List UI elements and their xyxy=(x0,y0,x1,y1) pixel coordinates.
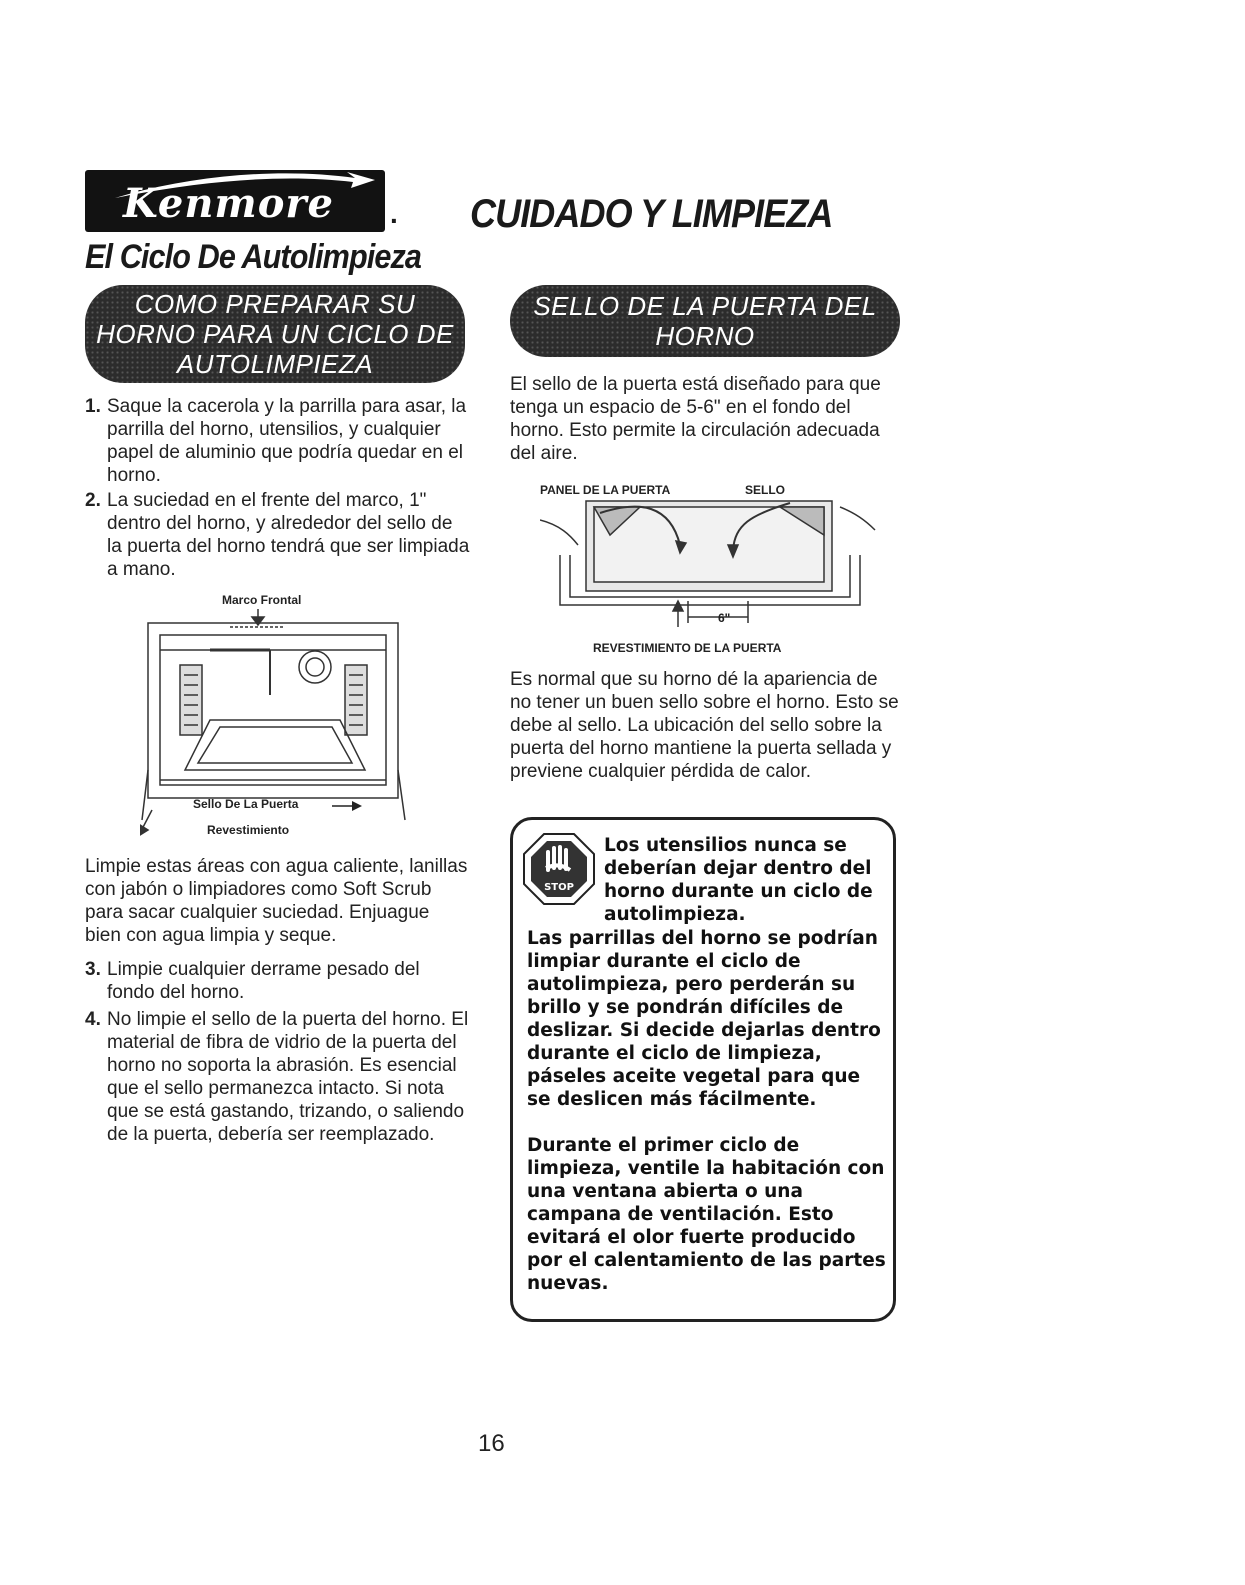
seal-intro-paragraph: El sello de la puerta está diseñado para que tenga un espacio de 5-6" en el fondo del horno. Esto permite la circulación adecuada del aire. xyxy=(510,374,881,464)
warning-lead: Los utensilios nunca se deberían dejar dentro del horno durante un ciclo de autolimpieza. xyxy=(604,835,873,925)
list-item xyxy=(85,395,470,487)
list-item xyxy=(85,958,470,1004)
seal-header-line: HORNO xyxy=(655,321,755,351)
list-number: 2. xyxy=(85,490,101,511)
arrow-icon xyxy=(332,800,362,812)
door-seal-diagram xyxy=(540,495,880,630)
figure-label-front-frame: Marco Frontal xyxy=(222,593,302,607)
prep-steps-list xyxy=(85,395,470,581)
figure-label-dimension: 6" xyxy=(718,611,731,625)
stop-label: STOP xyxy=(544,882,574,893)
list-text: Limpie cualquier derrame pesado del fondo del horno. xyxy=(107,959,420,1003)
warning-paragraph-racks: Las parrillas del horno se podrían limpiar durante el ciclo de autolimpieza, pero perderán su brillo y se pondrán difíciles de deslizar. Si decide dejarlas dentro durante el ciclo de limpieza, páseles aceite vegetal para que se deslicen más fácilmente. xyxy=(527,928,881,1110)
figure-label-seal: SELLO xyxy=(745,483,786,497)
list-number: 3. xyxy=(85,959,101,980)
list-text: Saque la cacerola y la parrilla para asar, la parrilla del horno, utensilios, y cualquier papel de aluminio que podría quedar en el horno. xyxy=(107,396,467,486)
figure-label-door-seal: Sello De La Puerta xyxy=(193,797,299,811)
list-number: 1. xyxy=(85,396,101,417)
cleaning-paragraph: Limpie estas áreas con agua caliente, lanillas con jabón o limpiadores como Soft Scrub para sacar cualquier suciedad. Enjuague bien con agua limpia y seque. xyxy=(85,856,468,946)
prep-header-line: HORNO PARA UN CICLO DE xyxy=(96,319,454,349)
list-item xyxy=(85,1008,470,1146)
list-number: 4. xyxy=(85,1009,101,1030)
prep-steps-list-continued xyxy=(85,958,470,1146)
stop-hand-icon xyxy=(522,832,596,906)
seal-header-line: SELLO DE LA PUERTA DEL xyxy=(533,291,877,321)
page-title: CUIDADO Y LIMPIEZA xyxy=(470,192,833,236)
logo-text: Kenmore xyxy=(123,180,334,227)
warning-paragraph-ventilation: Durante el primer ciclo de limpieza, ventile la habitación con una ventana abierta o una campana de ventilación. Esto evitará el olor fuerte producido por el calentamiento de las partes nuevas. xyxy=(527,1135,886,1294)
prep-header-line: AUTOLIMPIEZA xyxy=(176,349,374,379)
prep-section-header xyxy=(85,285,465,383)
door-seal-section-header xyxy=(510,285,900,357)
list-text: La suciedad en el frente del marco, 1" dentro del horno, y alrededor del sello de la puerta del horno tendrá que ser limpiada a mano. xyxy=(107,490,470,580)
figure-label-door-panel: PANEL DE LA PUERTA xyxy=(540,483,671,497)
figure-label-liner: Revestimiento xyxy=(207,823,290,837)
section-subtitle: El Ciclo De Autolimpieza xyxy=(85,238,422,276)
figure-label-door-liner: REVESTIMIENTO DE LA PUERTA xyxy=(593,641,782,655)
page-number: 16 xyxy=(478,1430,505,1457)
logo-dot: . xyxy=(390,198,398,229)
seal-paragraph: Es normal que su horno dé la apariencia de no tener un buen sello sobre el horno. Esto se debe al sello. La ubicación del sello sobre la puerta del horno mantiene la puerta sellada y previene cualquier pérdida de calor. xyxy=(510,669,899,782)
list-item xyxy=(85,489,470,581)
list-text: No limpie el sello de la puerta del horno. El material de fibra de vidrio de la puerta del horno no soporta la abrasión. Es esencial que el sello permanezca intacto. Si nota que se está gastando, trizando, o saliendo de la puerta, debería ser reemplazado. xyxy=(107,1009,469,1145)
kenmore-logo xyxy=(85,170,385,232)
prep-header-line: COMO PREPARAR SU xyxy=(134,289,416,319)
